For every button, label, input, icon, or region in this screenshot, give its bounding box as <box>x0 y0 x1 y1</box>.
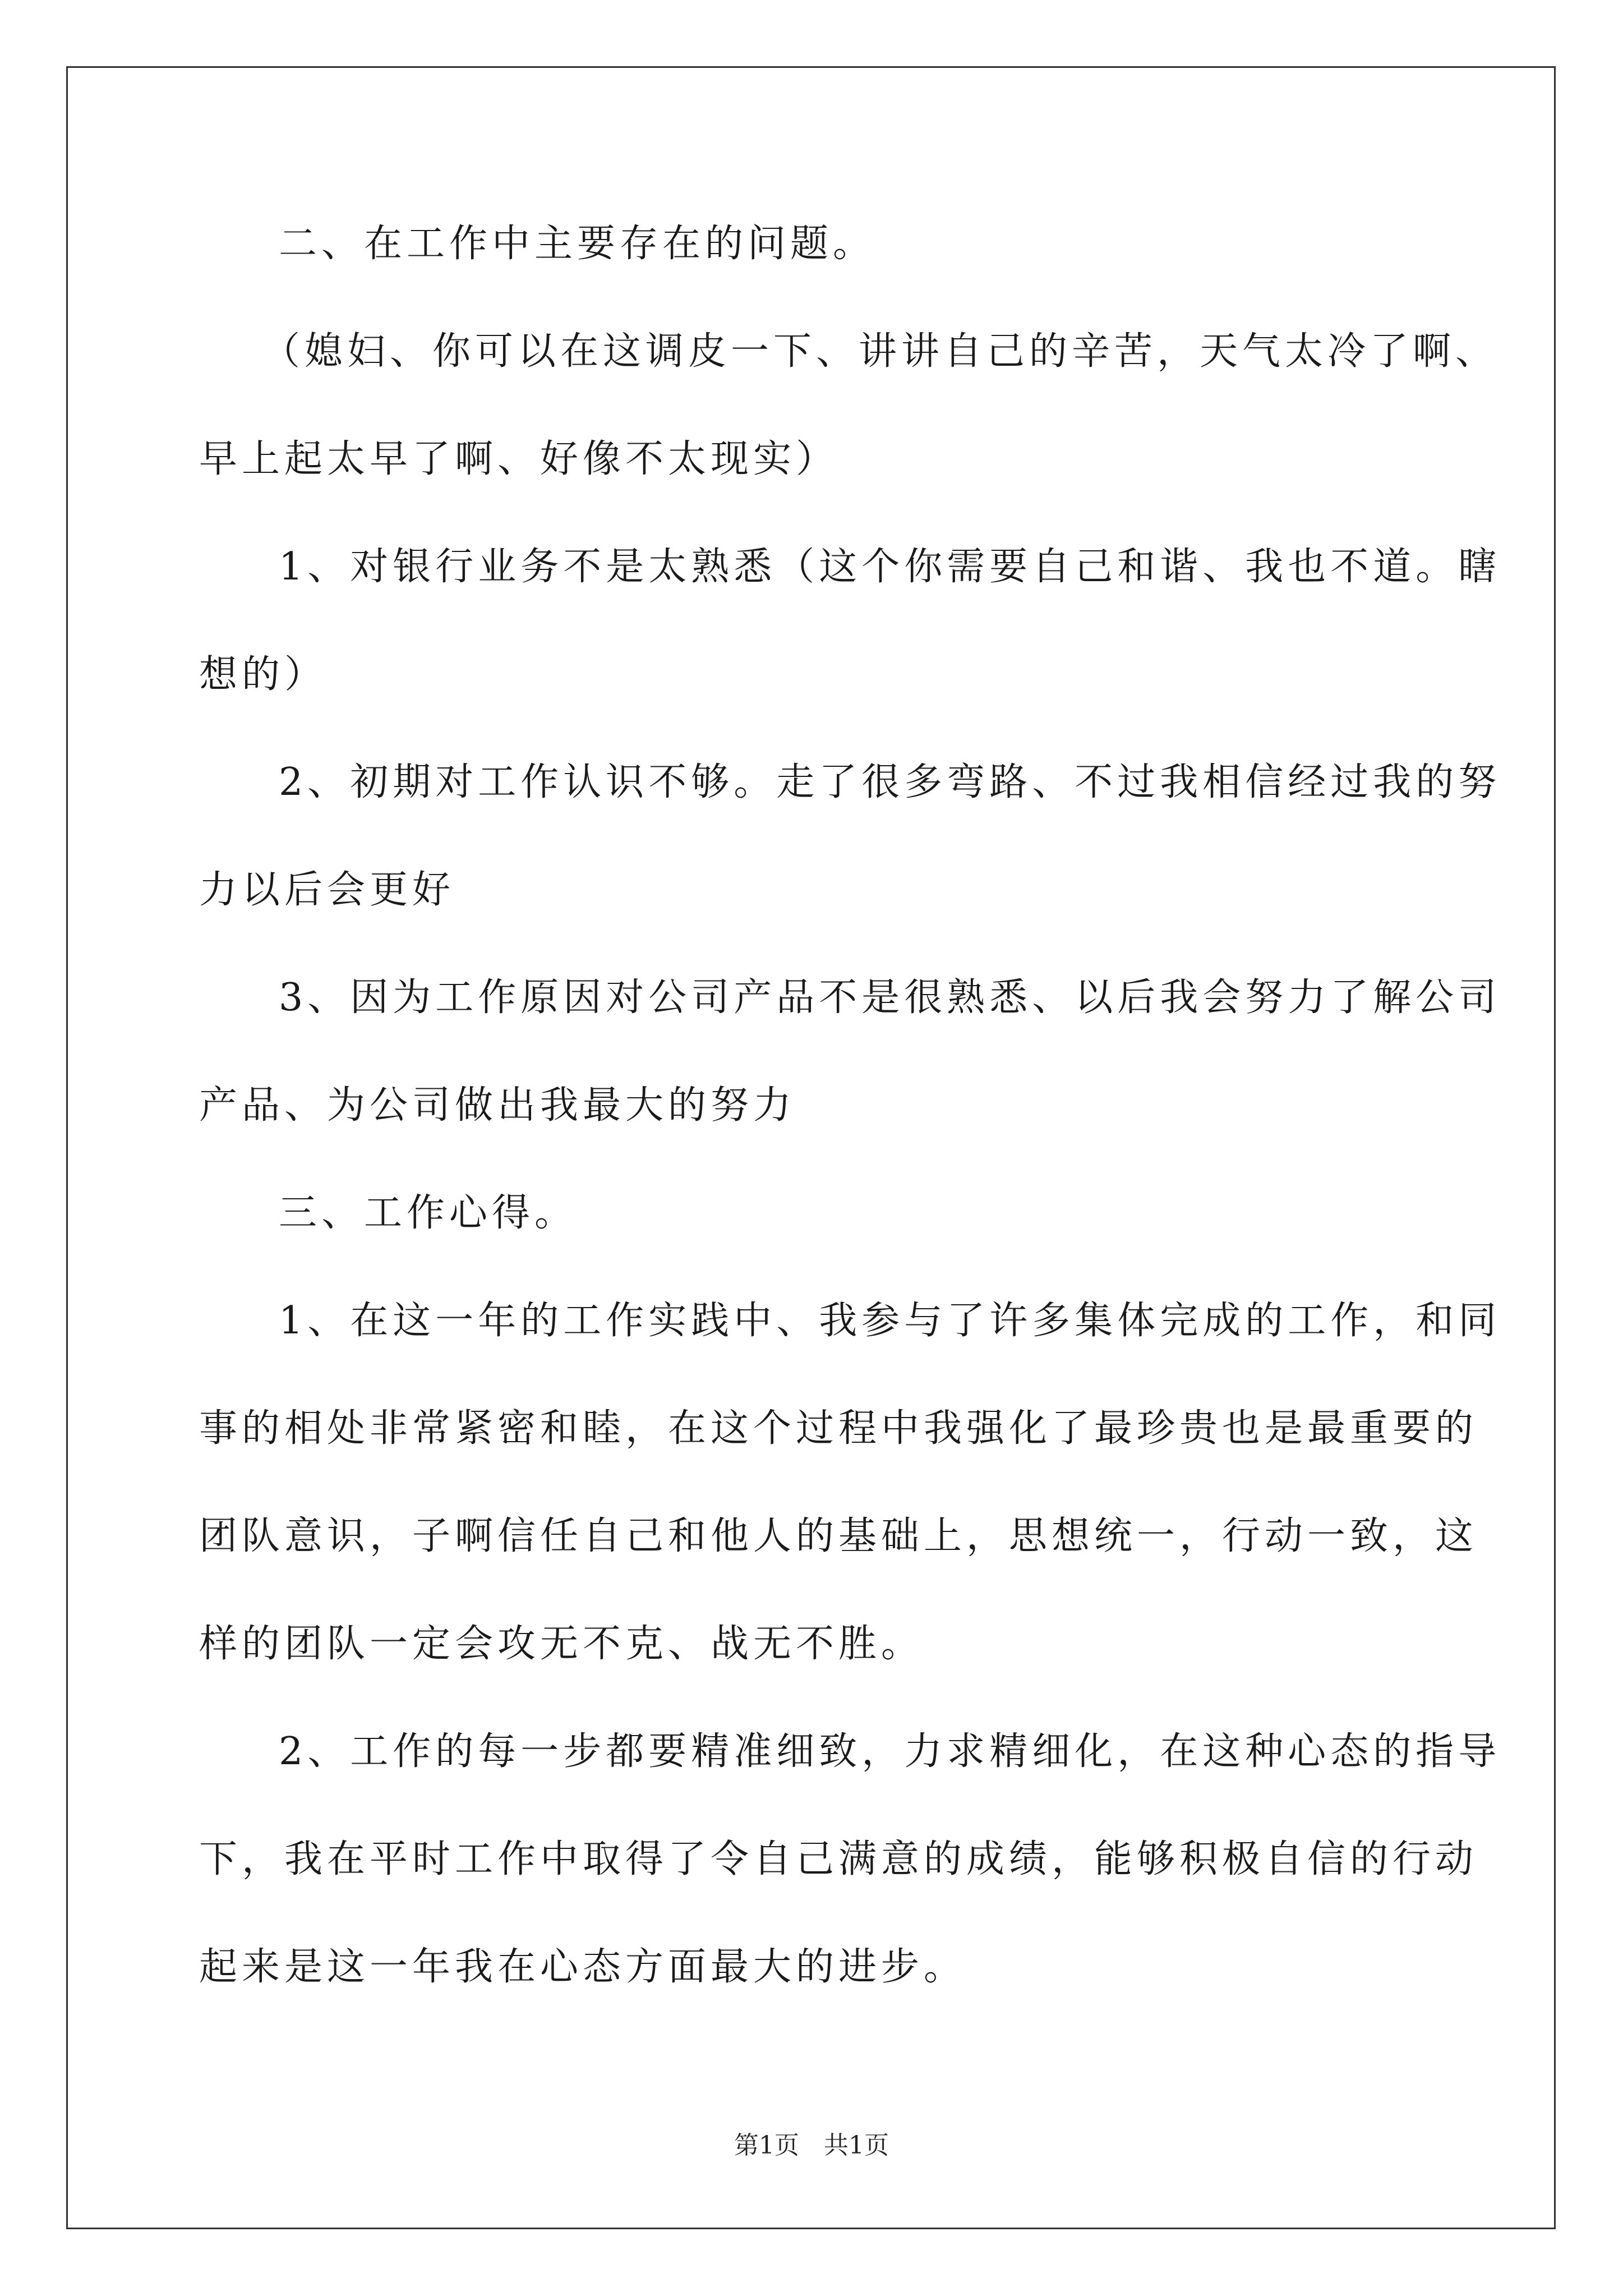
paragraph-experience-2 <box>199 1724 1501 1995</box>
paragraph-line: 样的团队一定会攻无不克、战无不胜。 <box>199 1622 924 1666</box>
paragraph-line: 1、在这一年的工作实践中、我参与了许多集体完成的工作，和同 <box>279 1299 1501 1343</box>
paragraph-problem-2 <box>199 754 1501 918</box>
paragraph-note <box>199 324 1498 487</box>
paragraph-line: 起来是这一年我在心态方面最大的进步。 <box>199 1945 967 1989</box>
paragraph-line: 事的相处非常紧密和睦，在这个过程中我强化了最珍贵也是最重要的 <box>199 1406 1478 1451</box>
paragraph-line: 2、工作的每一步都要精准细致，力求精细化，在这种心态的指导 <box>279 1729 1501 1774</box>
paragraph-line: 2、初期对工作认识不够。走了很多弯路、不过我相信经过我的努 <box>279 760 1501 804</box>
paragraph-line: 产品、为公司做出我最大的努力 <box>199 1083 796 1128</box>
paragraph-line: 力以后会更好 <box>199 868 455 912</box>
paragraph-heading-problems <box>199 216 1433 272</box>
paragraph-problem-1 <box>199 539 1501 703</box>
paragraph-line: 下，我在平时工作中取得了令自己满意的成绩，能够积极自信的行动 <box>199 1837 1478 1881</box>
heading-text: 二、在工作中主要存在的问题。 <box>279 222 876 266</box>
page-number: 第1页 共1页 <box>734 2131 889 2160</box>
paragraph-line: （媳妇、你可以在这调皮一下、讲讲自己的辛苦，天气太冷了啊、 <box>262 329 1498 374</box>
paragraph-problem-3 <box>199 970 1501 1134</box>
paragraph-experience-1 <box>199 1293 1501 1672</box>
paragraph-line: 早上起太早了啊、好像不太现实） <box>199 437 839 481</box>
paragraph-line: 想的） <box>199 652 328 697</box>
paragraph-line: 3、因为工作原因对公司产品不是很熟悉、以后我会努力了解公司 <box>279 976 1501 1020</box>
heading-text: 三、工作心得。 <box>279 1191 578 1235</box>
paragraph-heading-experience <box>199 1185 1433 1241</box>
paragraph-line: 1、对银行业务不是太熟悉（这个你需要自己和谐、我也不道。瞎 <box>279 545 1501 589</box>
document-body <box>199 216 1501 1995</box>
paragraph-line: 团队意识，子啊信任自己和他人的基础上，思想统一，行动一致，这 <box>199 1514 1478 1558</box>
